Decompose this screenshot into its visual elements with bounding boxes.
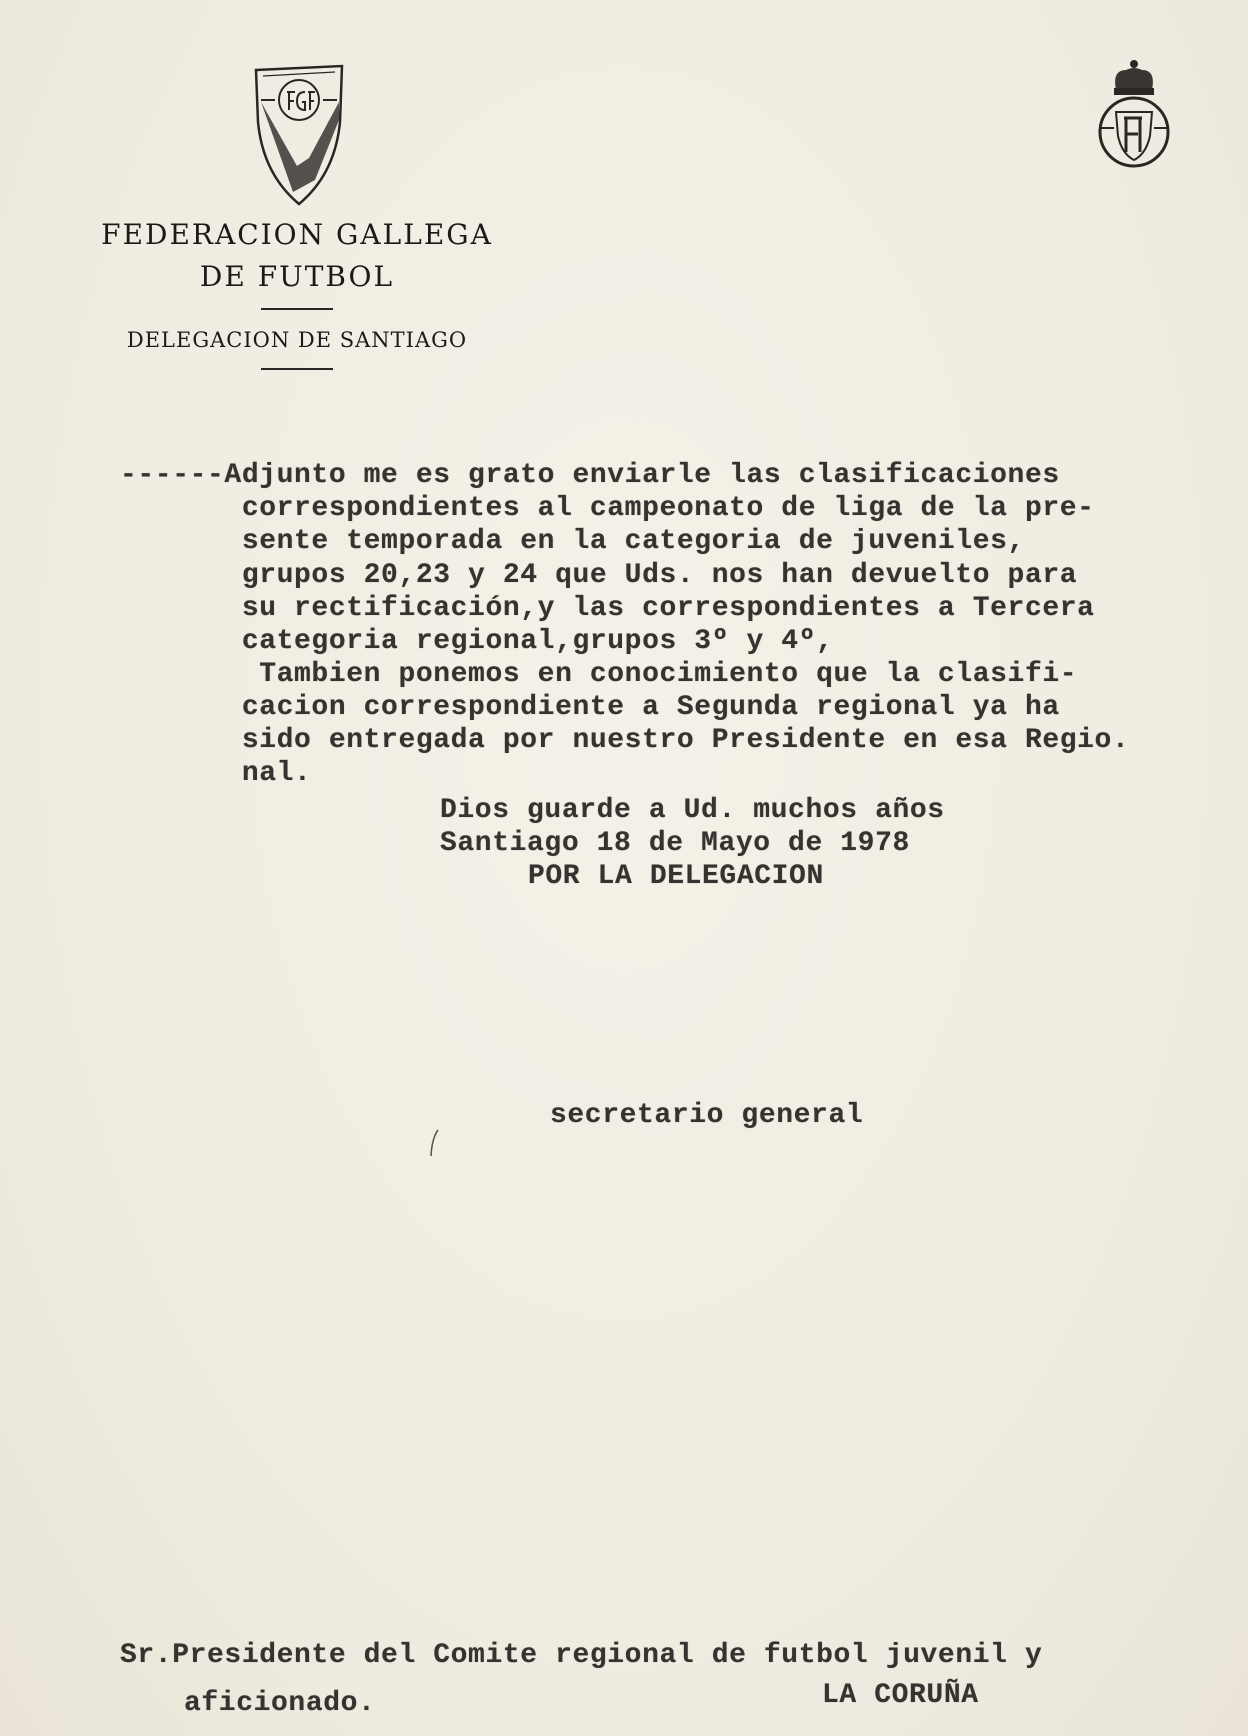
recipient-line2: aficionado.	[184, 1688, 376, 1719]
letterhead-divider	[261, 308, 333, 310]
body-line: nal.	[120, 758, 312, 789]
closing-salutation: Dios guarde a Ud. muchos años	[440, 795, 945, 826]
body-line: cacion correspondiente a Segunda regional ya ha	[120, 692, 1060, 723]
federation-shield-icon	[253, 62, 345, 206]
body-line: sido entregada por nuestro Presidente en esa Regio.	[120, 725, 1130, 756]
body-line: sente temporada en la categoria de juveniles,	[120, 526, 1025, 557]
organization-name-line1: FEDERACION GALLEGA	[101, 218, 493, 251]
body-line: Tambien ponemos en conocimiento que la clasifi-	[120, 659, 1078, 690]
crown-crest-icon	[1096, 56, 1172, 172]
place-and-date: Santiago 18 de Mayo de 1978	[440, 828, 910, 859]
signatory-role: secretario general	[550, 1100, 864, 1131]
body-line: categoria regional,grupos 3º y 4º,	[120, 626, 834, 657]
on-behalf-line: POR LA DELEGACION	[528, 861, 824, 892]
recipient-line1: Sr.Presidente del Comite regional de futbol juvenil y	[120, 1640, 1043, 1671]
body-line: correspondientes al campeonato de liga de la pre-	[120, 493, 1095, 524]
letterhead-divider	[261, 368, 333, 370]
organization-name-line2: DE FUTBOL	[199, 260, 395, 293]
delegation-name: DELEGACION DE SANTIAGO	[126, 328, 468, 352]
body-line: su rectificación,y las correspondientes a Tercera	[120, 593, 1095, 624]
body-line: grupos 20,23 y 24 que Uds. nos han devuelto para	[120, 560, 1078, 591]
pen-mark	[428, 1128, 442, 1158]
body-line: ------Adjunto me es grato enviarle las clasificaciones	[120, 460, 1060, 491]
recipient-city: LA CORUÑA	[822, 1680, 979, 1711]
